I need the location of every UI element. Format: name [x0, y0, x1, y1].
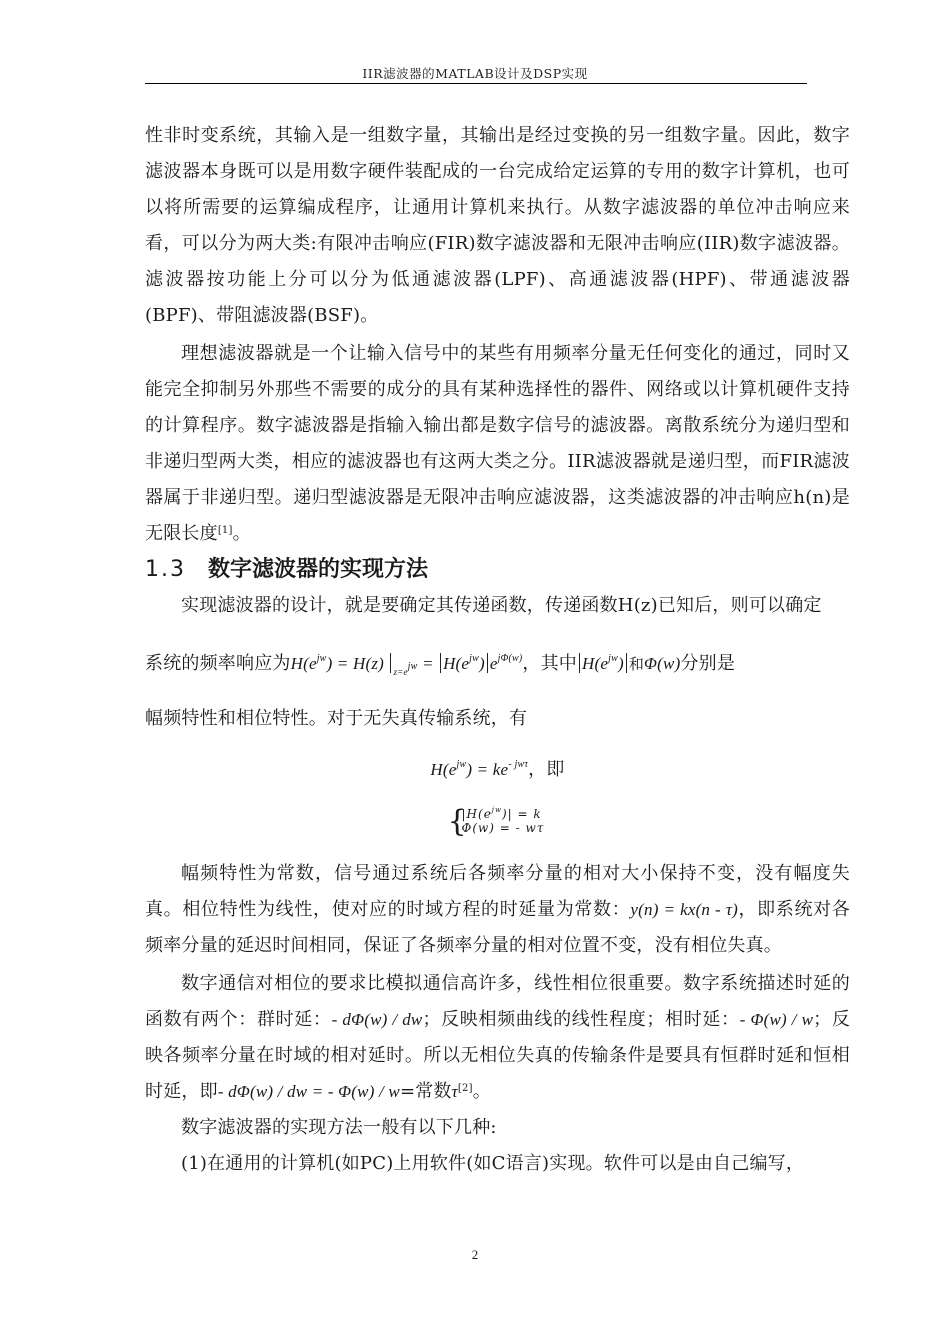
section-number: 1.3	[145, 557, 186, 582]
paragraph-text: ；反映相频曲线的线性程度；相时延：	[422, 1009, 740, 1030]
paragraph-text: 数字通信对相位的要求比模拟通信高许多，线性相位很重要。数字系统描述时延的函数有两个：群时延：	[145, 973, 850, 1030]
system-equations	[418, 804, 578, 844]
equation-row-magnitude: $|H(e^{jw})| = k$	[461, 806, 542, 821]
paragraph-text: ；反映各频率分量在时域的相对延时。所以无相位失真的传输条件是要具有恒群时延和恒相时延，即	[145, 1009, 851, 1102]
page-number: 2	[471, 1247, 479, 1262]
paragraph-method-1: (1)在通用的计算机(如PC)上用软件(如C语言)实现。软件可以是由自己编写，	[181, 1153, 805, 1174]
section-heading	[145, 552, 850, 588]
phase-delay-formula: - Φ(w) / w	[739, 1010, 814, 1029]
constant-delay-formula: - dΦ(w) / dw = - Φ(w) / w	[217, 1082, 400, 1101]
paragraph-text: 幅频特性为常数，信号通过系统后各频率分量的相对大小保持不变，没有幅度失真。相位特性为线性，使对应的时域方程的时延量为常数：	[145, 863, 850, 920]
paragraph-impl-intro: 实现滤波器的设计，就是要确定其传递函数，传递函数H(z)已知后，则可以确定	[181, 595, 822, 616]
paragraph-text: ，即系统对各频率分量的延迟时间相同，保证了各频率分量的相对位置不变，没有相位失真。	[145, 899, 850, 956]
section-title: 数字滤波器的实现方法	[208, 557, 429, 582]
paragraph-phase	[145, 966, 850, 1110]
magnitude-formula: $H(e^{jw})$	[577, 654, 629, 673]
transfer-formula: $H(e^{jw}) = ke^{- jw\tau}$	[430, 759, 529, 779]
tau-symbol: τ	[451, 1082, 458, 1101]
page-content	[145, 118, 850, 1182]
paragraph-text: 分别是	[680, 653, 736, 674]
paragraph-distortionless: 幅频特性和相位特性。对于无失真传输系统，有	[145, 708, 528, 729]
phase-formula: Φ(w)	[644, 654, 681, 673]
paragraph-filter-types: 性非时变系统，其输入是一组数字量，其输出是经过变换的另一组数字量。因此，数字滤波器本身既可以是用数字硬件装配成的一台完成给定运算的专用的数字计算机，也可以将所需要的运算编成程序，让通用计算机来执行。从数字滤波器的单位冲击响应来看，可以分为两大类:有限冲击响应(FIR)数字滤波器和无限冲击响应(IIR)数字滤波器。滤波器按功能上分可以分为低通滤波器(LPF)、高通滤波器(HPF)、带通滤波器(BPF)、带阻滤波器(BSF)。	[145, 125, 850, 326]
group-delay-formula: - dΦ(w) / dw	[331, 1010, 423, 1029]
paragraph-freq-response	[145, 630, 850, 701]
paragraph-text: 。	[472, 1081, 491, 1102]
brace-symbol: {	[447, 804, 467, 839]
equation-row-phase: Φ(w) = - wτ	[461, 821, 545, 835]
citation: [2]	[457, 1083, 473, 1094]
paragraph-text: =常数	[399, 1081, 452, 1102]
paragraph-text: 和	[628, 655, 645, 673]
freq-response-formula: $H(e^{jw}) = H(z) _{z=e^{jw}} = H(e^{jw})$ $e^{j\Phi(w)}$	[290, 653, 523, 677]
time-delay-formula: y(n) = kx(n - τ)	[630, 900, 738, 919]
paragraph-methods-intro: 数字滤波器的实现方法一般有以下几种:	[181, 1117, 497, 1138]
paragraph-ideal-filter	[145, 336, 850, 552]
running-header: IIR滤波器的MATLAB设计及DSP实现	[362, 66, 588, 81]
citation: [1]	[217, 525, 233, 536]
paragraph-amplitude	[145, 856, 850, 964]
paragraph-text: 理想滤波器就是一个让输入信号中的某些有用频率分量无任何变化的通过，同时又能完全抑制另外那些不需要的成分的具有某种选择性的器件、网络或以计算机硬件支持的计算程序。数字滤波器是指输入输出都是数字信号的滤波器。离散系统分为递归型和非递归型两大类，相应的滤波器也有这两大类之分。IIR滤波器就是递归型，而FIR滤波器属于非递归型。递归型滤波器是无限冲击响应滤波器，这类滤波器的冲击响应h(n)是无限长度	[145, 343, 850, 544]
paragraph-text: ，即	[528, 759, 565, 780]
paragraph-text: 。	[232, 523, 251, 544]
paragraph-text: ，其中	[522, 653, 577, 674]
header-rule	[145, 83, 807, 84]
distortionless-equation	[145, 745, 850, 790]
paragraph-text: 系统的频率响应为	[145, 653, 291, 674]
